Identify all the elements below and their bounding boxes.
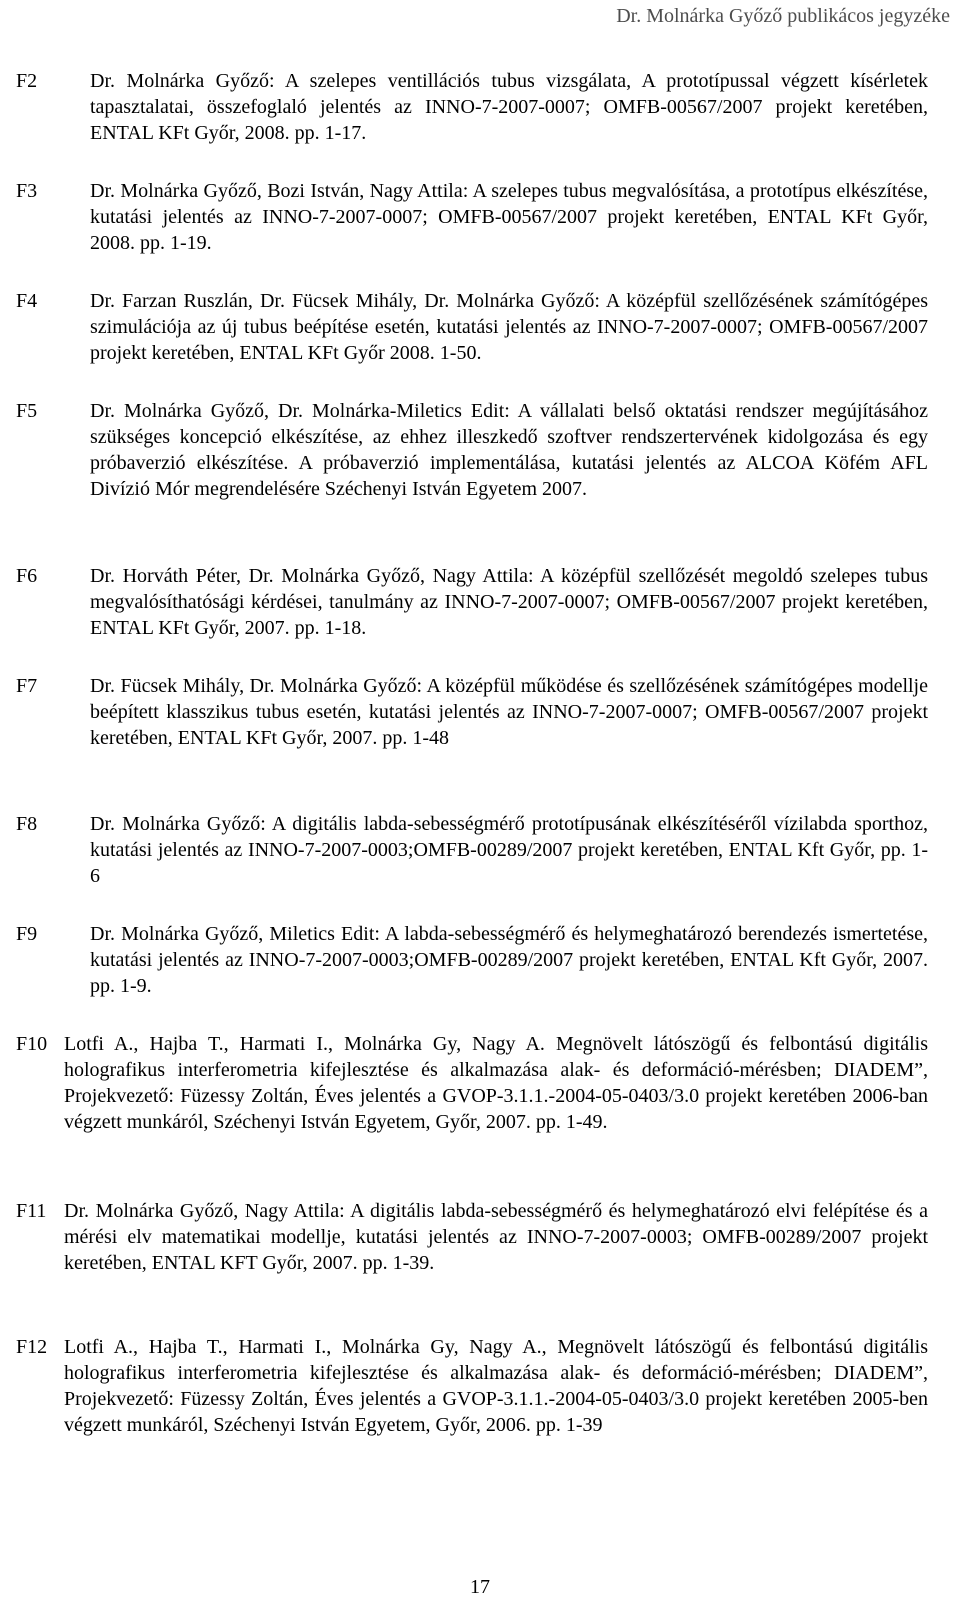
entry-text: Dr. Molnárka Győző: A szelepes ventillációs tubus vizsgálata, A prototípussal végzett kísérletek tapasztalatai, összefoglaló jelentés az INNO-7-2007-0007; OMFB-00567/2007 projekt keretében, ENTAL KFt Győr, 2008. pp. 1-17. (90, 70, 928, 144)
entry-text: Dr. Fücsek Mihály, Dr. Molnárka Győző: A középfül működése és szellőzésének számítógépes modellje beépített klasszikus tubus esetén, kutatási jelentés az INNO-7-2007-0007; OMFB-00567/2007 projekt keretében, ENTAL KFt Győr, 2007. pp. 1-48 (90, 675, 928, 749)
entry-text: Dr. Molnárka Győző, Bozi István, Nagy Attila: A szelepes tubus megvalósítása, a prototípus elkészítése, kutatási jelentés az INNO-7-2007-0007; OMFB-00567/2007 projekt keretében, ENTAL KFt Győr, 2008. pp. 1-19. (90, 180, 928, 254)
entry-code: F12 (16, 1336, 48, 1358)
entry-text: Dr. Molnárka Győző, Dr. Molnárka-Miletics Edit: A vállalati belső oktatási rendszer megújításához szükséges koncepció elkészítése, az ehhez illeszkedő szoftver rendszertervének kidolgozása és egy próbaverzió elkészítése. A próbaverzió implementálása, kutatási jelentés az ALCOA Köfém AFL Divízió Mór megrendelésére Széchenyi István Egyetem 2007. (90, 400, 928, 500)
entry-code: F4 (16, 290, 38, 312)
entry-code: F11 (16, 1200, 47, 1222)
entry-code: F8 (16, 813, 38, 835)
entry-code: F2 (16, 70, 38, 92)
entry-text: Dr. Molnárka Győző: A digitális labda-sebességmérő prototípusának elkészítéséről vízilabda sporthoz, kutatási jelentés az INNO-7-2007-0003;OMFB-00289/2007 projekt keretében, ENTAL Kft Győr, pp. 1-6 (90, 813, 928, 887)
entry-text: Dr. Horváth Péter, Dr. Molnárka Győző, Nagy Attila: A középfül szellőzését megoldó szelepes tubus megvalósíthatósági kérdései, tanulmány az INNO-7-2007-0007; OMFB-00567/2007 projekt keretében, ENTAL KFt Győr, 2007. pp. 1-18. (90, 565, 928, 639)
entry-code: F10 (16, 1033, 48, 1055)
entry-code: F6 (16, 565, 38, 587)
entry-text: Lotfi A., Hajba T., Harmati I., Molnárka Gy, Nagy A., Megnövelt látószögű és felbontású digitális holografikus interferometria kifejlesztése és alkalmazása alak- és deformáció-mérésben; DIADEM”, Projekvezető: Füzessy Zoltán, Éves jelentés a GVOP-3.1.1.-2004-05-0403/3.0 projekt keretében 2005-ben végzett munkáról, Széchenyi István Egyetem, Győr, 2006. pp. 1-39 (64, 1336, 928, 1436)
entry-text: Dr. Farzan Ruszlán, Dr. Fücsek Mihály, Dr. Molnárka Győző: A középfül szellőzésének számítógépes szimulációja az új tubus beépítése esetén, kutatási jelentés az INNO-7-2007-0007; OMFB-00567/2007 projekt keretében, ENTAL KFt Győr 2008. 1-50. (90, 290, 928, 364)
entry-code: F5 (16, 400, 38, 422)
running-header: Dr. Molnárka Győző publikácos jegyzéke (616, 5, 950, 27)
page-number: 17 (470, 1576, 490, 1598)
entry-text: Dr. Molnárka Győző, Miletics Edit: A labda-sebességmérő és helymeghatározó berendezés ismertetése, kutatási jelentés az INNO-7-2007-0003;OMFB-00289/2007 projekt keretében, ENTAL Kft Győr, 2007. pp. 1-9. (90, 923, 928, 997)
entry-code: F9 (16, 923, 38, 945)
entry-text: Lotfi A., Hajba T., Harmati I., Molnárka Gy, Nagy A. Megnövelt látószögű és felbontású digitális holografikus interferometria kifejlesztése és alkalmazása alak- és deformáció-mérésben; DIADEM”, Projekvezető: Füzessy Zoltán, Éves jelentés a GVOP-3.1.1.-2004-05-0403/3.0 projekt keretében 2006-ban végzett munkáról, Széchenyi István Egyetem, Győr, 2007. pp. 1-49. (64, 1033, 928, 1133)
entry-code: F3 (16, 180, 38, 202)
entry-code: F7 (16, 675, 38, 697)
entry-text: Dr. Molnárka Győző, Nagy Attila: A digitális labda-sebességmérő és helymeghatározó elvi felépítése és a mérési elv matematikai modellje, kutatási jelentés az INNO-7-2007-0003; OMFB-00289/2007 projekt keretében, ENTAL KFT Győr, 2007. pp. 1-39. (64, 1200, 928, 1274)
